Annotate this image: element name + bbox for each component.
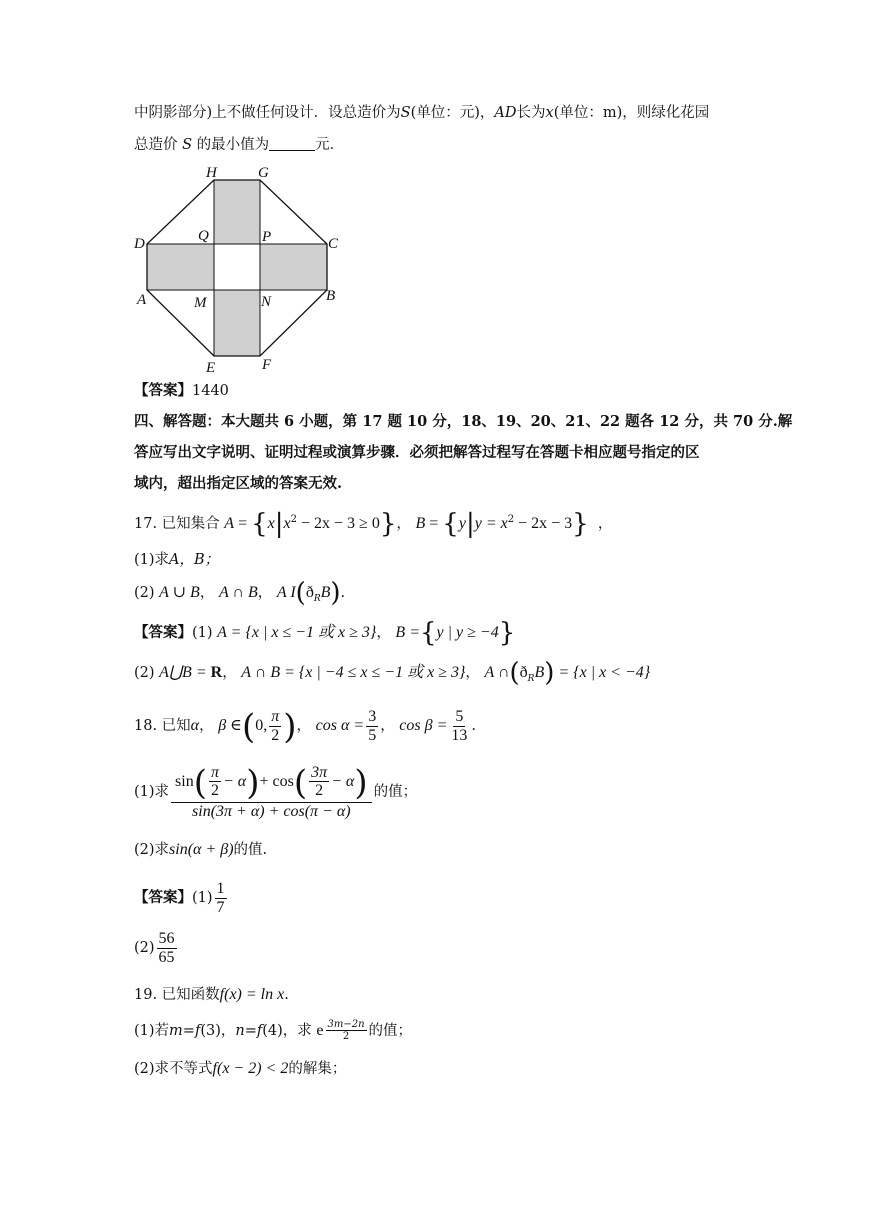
question-19-part2: (2)求不等式f(x − 2) < 2的解集； [134, 1060, 347, 1077]
label-P: P [262, 229, 272, 245]
question-18-stem: 18. 已知α， β ∈(0, $\frac{\pi}{2}$ )， cos α = $\frac{3}{5}$ ， cos β = $\frac{5}{13}$ . [134, 707, 476, 747]
label-D: D [134, 236, 145, 252]
question-17-part1: (1)求A，B； [134, 552, 220, 568]
label-M: M [194, 295, 207, 311]
label-N: N [261, 294, 272, 310]
label-F: F [262, 357, 272, 373]
question-19-stem: 19. 已知函数f(x) = ln x. [134, 986, 289, 1003]
answer-blank [269, 136, 315, 151]
text-line: 总造价 S 的最小值为 元． [134, 137, 345, 153]
question-17-part2: (2) A ∪ B， A ∩ B， A $I(ð_RB)$. [134, 578, 346, 608]
label-Q: Q [198, 228, 209, 244]
question-17-stem: 17. 已知集合 $A = \{x|x^2 - 2x - 3 \ge 0\}$， $B = \{y|y = x^2 - 2x - 3\}$ ， [134, 508, 613, 539]
section-heading: 域内，超出指定区域的答案无效. [134, 475, 343, 492]
question-18-part2: (2)求sin(α + β)的值. [134, 841, 268, 858]
label-A: A [137, 292, 147, 308]
label-H: H [206, 165, 217, 181]
answer-18-part2: (2) $\frac{56}{65}$ [134, 929, 175, 966]
answer-18-part1: 【答案】(1) $\frac{1}{7}$ [134, 879, 225, 916]
question-18-part1: (1)求 sin( $\frac{\pi}{2}$ − α)+ cos( $\frac{3\pi}{2}$ − α) sin(3π + α) + cos(π − α) 的值； [134, 762, 418, 820]
answer-17-part2: (2) A⋃B = R， A ∩ B = {x | −4 ≤ x ≤ −1 或 x ≥ 3}， A $\cap(ð_RB) = \{x$ | x < −4} [134, 658, 651, 688]
octagon-figure [134, 164, 344, 376]
label-C: C [328, 236, 339, 252]
label-E: E [206, 360, 216, 376]
question-19-part1: (1)若m=f(3)，n=f(4)，求 e $\frac{3m-2n}{2}$ 的值； [134, 1019, 413, 1042]
section-heading: 答应写出文字说明、证明过程或演算步骤．必须把解答过程写在答题卡相应题号指定的区 [134, 444, 700, 461]
label-G: G [258, 165, 269, 181]
text-line: 中阴影部分)上不做任何设计．设总造价为S(单位：元)，AD长为x(单位：m)，则绿化花园 [134, 105, 710, 121]
section-heading: 四、解答题：本大题共 6 小题，第 17 题 10 分，18、19、20、21、22 题各 12 分，共 70 分.解 [134, 413, 793, 430]
answer-17-part1: 【答案】(1) A = {x | x ≤ −1 或 x ≥ 3}， B ={y | y ≥ −4} [134, 618, 516, 648]
center-square [214, 244, 260, 290]
label-B: B [326, 288, 336, 304]
answer-line: 【答案】1440 [134, 382, 229, 399]
